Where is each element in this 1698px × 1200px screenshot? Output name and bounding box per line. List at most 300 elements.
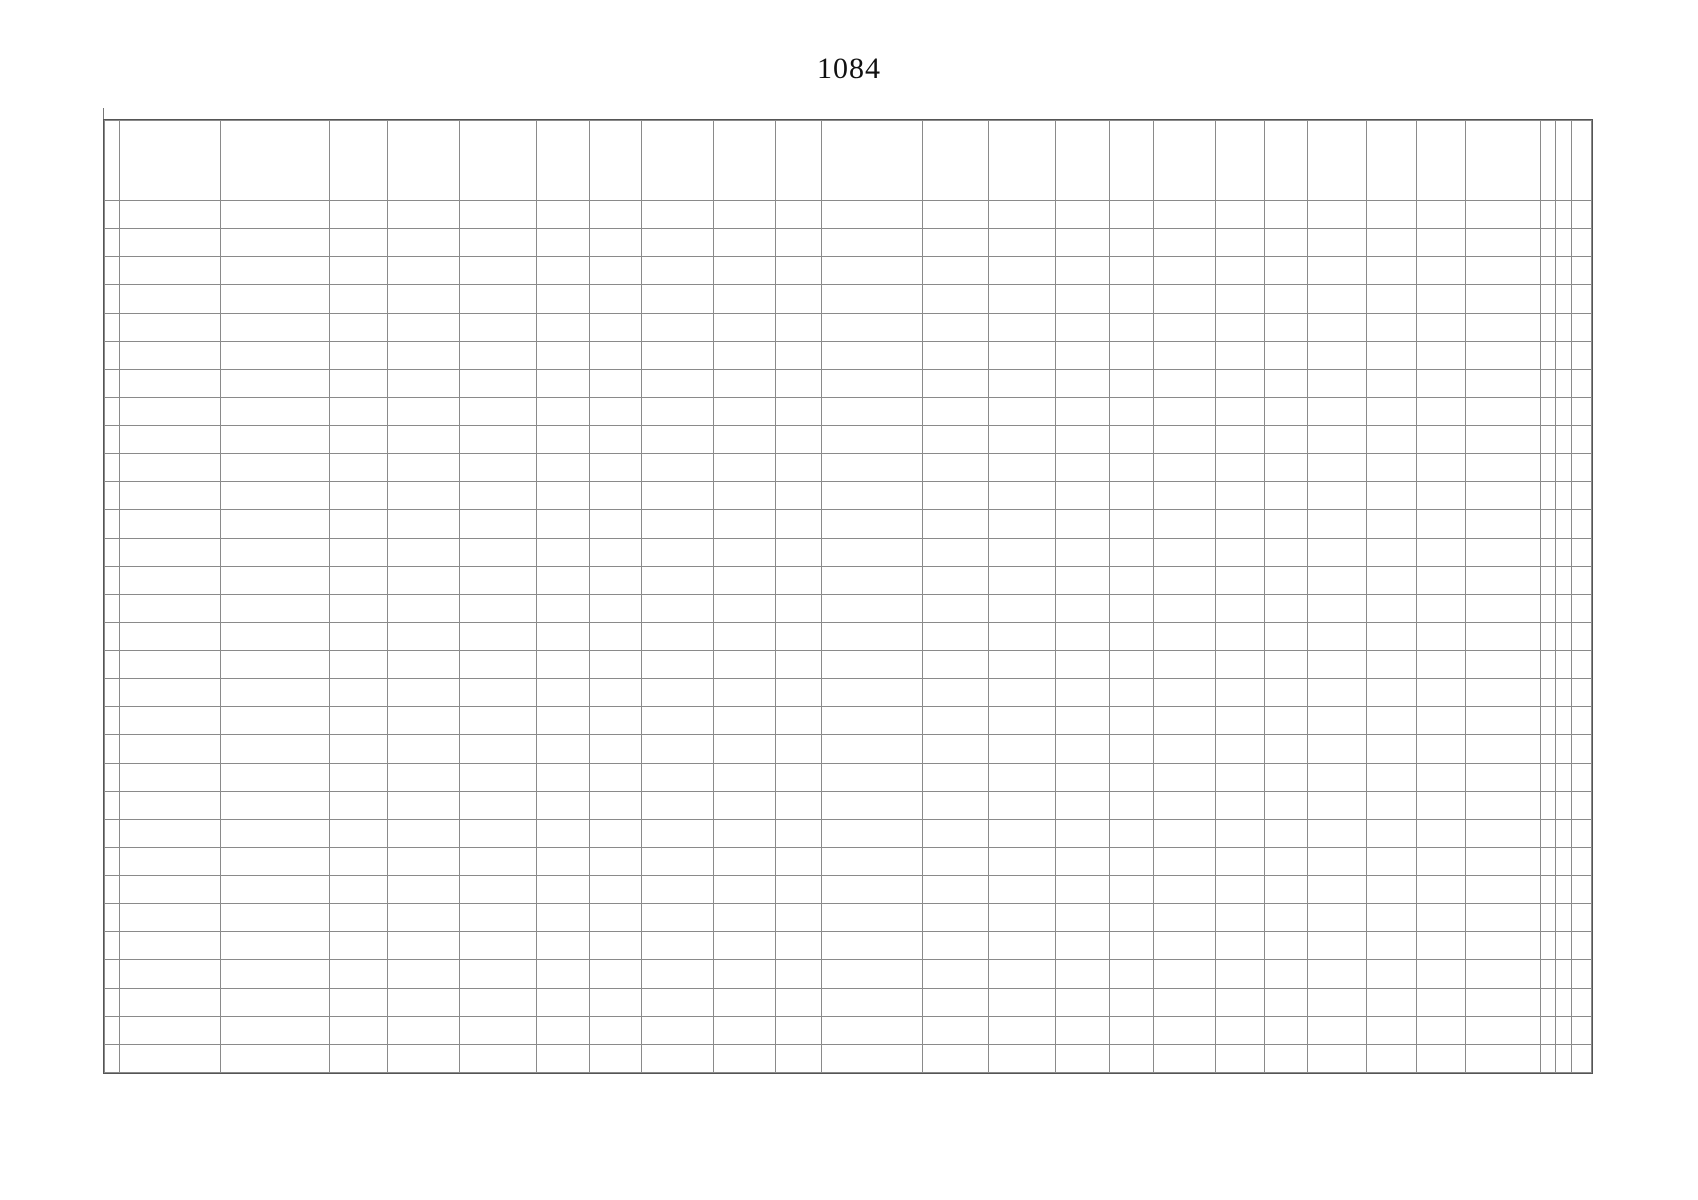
table-cell bbox=[1265, 482, 1308, 510]
table-cell bbox=[537, 257, 590, 285]
table-cell bbox=[589, 454, 642, 482]
table-cell bbox=[775, 313, 821, 341]
table-cell bbox=[1416, 679, 1466, 707]
table-cell bbox=[642, 229, 713, 257]
table-cell bbox=[1153, 876, 1215, 904]
table-cell bbox=[775, 847, 821, 875]
table-cell bbox=[1466, 426, 1540, 454]
table-cell bbox=[221, 201, 329, 229]
table-cell bbox=[1571, 1044, 1591, 1072]
table-cell bbox=[120, 426, 221, 454]
table-cell bbox=[1110, 1016, 1153, 1044]
column-header bbox=[120, 121, 221, 201]
table-row bbox=[105, 904, 1592, 932]
table-cell bbox=[1540, 791, 1555, 819]
table-cell bbox=[221, 229, 329, 257]
column-header bbox=[989, 121, 1056, 201]
table-cell bbox=[1308, 369, 1367, 397]
table-cell bbox=[388, 847, 459, 875]
table-cell bbox=[1215, 847, 1265, 875]
table-cell bbox=[1556, 426, 1571, 454]
table-cell bbox=[922, 622, 989, 650]
table-cell bbox=[713, 257, 775, 285]
table-cell bbox=[989, 622, 1056, 650]
table-cell bbox=[120, 735, 221, 763]
table-cell bbox=[537, 482, 590, 510]
table-cell bbox=[922, 510, 989, 538]
table-cell bbox=[537, 510, 590, 538]
table-cell bbox=[1110, 229, 1153, 257]
table-cell bbox=[1110, 876, 1153, 904]
table-cell bbox=[459, 904, 536, 932]
table-cell bbox=[105, 313, 120, 341]
table-cell bbox=[1265, 791, 1308, 819]
table-cell bbox=[1367, 847, 1417, 875]
table-row bbox=[105, 285, 1592, 313]
table-cell bbox=[459, 988, 536, 1016]
table-cell bbox=[642, 847, 713, 875]
table-cell bbox=[1056, 454, 1110, 482]
table-cell bbox=[589, 932, 642, 960]
table-cell bbox=[1367, 313, 1417, 341]
table-cell bbox=[221, 960, 329, 988]
table-cell bbox=[1571, 679, 1591, 707]
table-row bbox=[105, 960, 1592, 988]
table-cell bbox=[459, 791, 536, 819]
table-cell bbox=[1265, 622, 1308, 650]
table-cell bbox=[1110, 594, 1153, 622]
table-cell bbox=[1215, 1016, 1265, 1044]
table-cell bbox=[642, 988, 713, 1016]
table-cell bbox=[1215, 763, 1265, 791]
table-cell bbox=[1416, 1044, 1466, 1072]
table-cell bbox=[1466, 651, 1540, 679]
table-cell bbox=[1540, 679, 1555, 707]
table-cell bbox=[105, 397, 120, 425]
table-cell bbox=[1215, 397, 1265, 425]
table-cell bbox=[1556, 482, 1571, 510]
table-cell bbox=[1308, 538, 1367, 566]
table-cell bbox=[388, 932, 459, 960]
table-cell bbox=[822, 369, 923, 397]
table-cell bbox=[713, 482, 775, 510]
table-cell bbox=[1367, 426, 1417, 454]
table-cell bbox=[120, 566, 221, 594]
table-cell bbox=[329, 454, 388, 482]
column-header bbox=[1466, 121, 1540, 201]
table-cell bbox=[1466, 257, 1540, 285]
table-cell bbox=[589, 819, 642, 847]
table-cell bbox=[1416, 341, 1466, 369]
table-cell bbox=[1556, 538, 1571, 566]
table-cell bbox=[1265, 201, 1308, 229]
table-cell bbox=[922, 876, 989, 904]
table-row bbox=[105, 847, 1592, 875]
table-cell bbox=[1540, 1044, 1555, 1072]
table-cell bbox=[1110, 988, 1153, 1016]
table-cell bbox=[589, 791, 642, 819]
table-cell bbox=[1265, 510, 1308, 538]
table-cell bbox=[822, 763, 923, 791]
table-cell bbox=[1540, 510, 1555, 538]
table-cell bbox=[989, 651, 1056, 679]
column-header bbox=[1153, 121, 1215, 201]
table-cell bbox=[459, 566, 536, 594]
table-cell bbox=[329, 397, 388, 425]
table-cell bbox=[388, 454, 459, 482]
table-cell bbox=[1571, 763, 1591, 791]
table-cell bbox=[459, 932, 536, 960]
table-cell bbox=[1540, 341, 1555, 369]
table-cell bbox=[1153, 960, 1215, 988]
table-cell bbox=[1466, 229, 1540, 257]
table-cell bbox=[120, 454, 221, 482]
table-cell bbox=[105, 341, 120, 369]
table-cell bbox=[822, 510, 923, 538]
table-cell bbox=[1571, 904, 1591, 932]
table-cell bbox=[1416, 651, 1466, 679]
table-cell bbox=[120, 397, 221, 425]
table-cell bbox=[713, 566, 775, 594]
table-cell bbox=[1308, 847, 1367, 875]
table-cell bbox=[105, 932, 120, 960]
table-cell bbox=[1416, 1016, 1466, 1044]
table-cell bbox=[822, 285, 923, 313]
table-cell bbox=[822, 679, 923, 707]
table-cell bbox=[713, 763, 775, 791]
table-cell bbox=[775, 426, 821, 454]
table-header bbox=[105, 121, 1592, 201]
table-cell bbox=[388, 201, 459, 229]
table-cell bbox=[1466, 960, 1540, 988]
table-cell bbox=[537, 285, 590, 313]
table-cell bbox=[1056, 763, 1110, 791]
table-cell bbox=[1215, 482, 1265, 510]
table-row bbox=[105, 426, 1592, 454]
table-cell bbox=[388, 482, 459, 510]
table-cell bbox=[1153, 622, 1215, 650]
table-cell bbox=[1056, 932, 1110, 960]
table-cell bbox=[713, 426, 775, 454]
table-cell bbox=[589, 960, 642, 988]
table-cell bbox=[589, 679, 642, 707]
table-cell bbox=[1571, 538, 1591, 566]
table-cell bbox=[120, 369, 221, 397]
table-cell bbox=[1308, 679, 1367, 707]
table-cell bbox=[1466, 510, 1540, 538]
table-cell bbox=[1416, 229, 1466, 257]
table-cell bbox=[1367, 791, 1417, 819]
table-cell bbox=[1416, 622, 1466, 650]
table-cell bbox=[388, 538, 459, 566]
table-cell bbox=[822, 313, 923, 341]
column-header bbox=[1540, 121, 1555, 201]
table-cell bbox=[1571, 566, 1591, 594]
table-cell bbox=[775, 622, 821, 650]
table-cell bbox=[589, 707, 642, 735]
column-header bbox=[922, 121, 989, 201]
table-cell bbox=[329, 679, 388, 707]
table-cell bbox=[1571, 594, 1591, 622]
table-cell bbox=[1110, 932, 1153, 960]
table-cell bbox=[1153, 707, 1215, 735]
table-cell bbox=[922, 679, 989, 707]
table-cell bbox=[1466, 679, 1540, 707]
table-cell bbox=[1308, 285, 1367, 313]
table-cell bbox=[329, 594, 388, 622]
table-cell bbox=[1308, 819, 1367, 847]
table-cell bbox=[105, 1044, 120, 1072]
table-cell bbox=[642, 735, 713, 763]
table-cell bbox=[1110, 960, 1153, 988]
table-cell bbox=[1056, 791, 1110, 819]
table-cell bbox=[989, 707, 1056, 735]
table-cell bbox=[1153, 819, 1215, 847]
table-cell bbox=[822, 819, 923, 847]
table-cell bbox=[329, 510, 388, 538]
table-cell bbox=[459, 960, 536, 988]
table-cell bbox=[537, 622, 590, 650]
column-header bbox=[775, 121, 821, 201]
table-cell bbox=[1308, 426, 1367, 454]
table-cell bbox=[1110, 847, 1153, 875]
table-cell bbox=[1540, 426, 1555, 454]
table-cell bbox=[822, 538, 923, 566]
table-cell bbox=[1367, 538, 1417, 566]
table-cell bbox=[221, 904, 329, 932]
table-cell bbox=[1416, 257, 1466, 285]
table-cell bbox=[388, 257, 459, 285]
table-cell bbox=[537, 454, 590, 482]
table-cell bbox=[775, 482, 821, 510]
table-cell bbox=[459, 454, 536, 482]
table-cell bbox=[989, 566, 1056, 594]
table-cell bbox=[221, 482, 329, 510]
table-cell bbox=[388, 763, 459, 791]
table-cell bbox=[1540, 904, 1555, 932]
table-cell bbox=[1215, 707, 1265, 735]
table-cell bbox=[459, 313, 536, 341]
table-cell bbox=[1466, 538, 1540, 566]
table-cell bbox=[105, 651, 120, 679]
table-cell bbox=[1056, 538, 1110, 566]
table-cell bbox=[1265, 679, 1308, 707]
table-cell bbox=[105, 876, 120, 904]
table-cell bbox=[822, 397, 923, 425]
table-cell bbox=[329, 622, 388, 650]
table-cell bbox=[1556, 510, 1571, 538]
table-cell bbox=[1571, 988, 1591, 1016]
table-cell bbox=[1215, 819, 1265, 847]
table-cell bbox=[1367, 454, 1417, 482]
table-cell bbox=[1308, 454, 1367, 482]
table-cell bbox=[120, 313, 221, 341]
table-cell bbox=[388, 876, 459, 904]
table-cell bbox=[221, 679, 329, 707]
table-cell bbox=[537, 426, 590, 454]
table-cell bbox=[1540, 397, 1555, 425]
table-cell bbox=[1466, 594, 1540, 622]
table-cell bbox=[713, 1044, 775, 1072]
table-cell bbox=[1416, 538, 1466, 566]
table-cell bbox=[221, 988, 329, 1016]
table-cell bbox=[1056, 566, 1110, 594]
table-cell bbox=[120, 201, 221, 229]
table-cell bbox=[922, 285, 989, 313]
table-cell bbox=[329, 847, 388, 875]
table-cell bbox=[642, 651, 713, 679]
table-cell bbox=[1153, 847, 1215, 875]
table-cell bbox=[713, 932, 775, 960]
table-cell bbox=[1416, 454, 1466, 482]
table-cell bbox=[120, 876, 221, 904]
table-cell bbox=[1367, 566, 1417, 594]
table-cell bbox=[1308, 201, 1367, 229]
table-cell bbox=[1153, 426, 1215, 454]
table-cell bbox=[1153, 566, 1215, 594]
table-cell bbox=[120, 285, 221, 313]
table-cell bbox=[713, 313, 775, 341]
table-cell bbox=[1153, 1016, 1215, 1044]
table-cell bbox=[1153, 313, 1215, 341]
table-row bbox=[105, 679, 1592, 707]
table-cell bbox=[329, 341, 388, 369]
column-header bbox=[459, 121, 536, 201]
table-cell bbox=[120, 538, 221, 566]
table-cell bbox=[329, 960, 388, 988]
table-cell bbox=[388, 426, 459, 454]
table-cell bbox=[1265, 369, 1308, 397]
table-cell bbox=[221, 566, 329, 594]
table-cell bbox=[989, 369, 1056, 397]
table-cell bbox=[922, 229, 989, 257]
table-cell bbox=[989, 341, 1056, 369]
table-cell bbox=[642, 763, 713, 791]
table-cell bbox=[329, 876, 388, 904]
table-cell bbox=[713, 847, 775, 875]
table-cell bbox=[1466, 369, 1540, 397]
table-cell bbox=[1466, 285, 1540, 313]
table-cell bbox=[1416, 482, 1466, 510]
table-cell bbox=[537, 707, 590, 735]
table-cell bbox=[1367, 1044, 1417, 1072]
table-cell bbox=[822, 707, 923, 735]
table-cell bbox=[1265, 735, 1308, 763]
table-cell bbox=[105, 819, 120, 847]
table-cell bbox=[1308, 313, 1367, 341]
table-cell bbox=[105, 1016, 120, 1044]
table-cell bbox=[642, 1044, 713, 1072]
table-cell bbox=[1153, 369, 1215, 397]
table-cell bbox=[1153, 201, 1215, 229]
table-cell bbox=[1308, 988, 1367, 1016]
table-cell bbox=[1540, 876, 1555, 904]
table-cell bbox=[1308, 594, 1367, 622]
table-cell bbox=[105, 426, 120, 454]
table-cell bbox=[1110, 679, 1153, 707]
table-cell bbox=[1265, 454, 1308, 482]
table-cell bbox=[922, 1016, 989, 1044]
table-cell bbox=[537, 763, 590, 791]
column-header bbox=[713, 121, 775, 201]
table-cell bbox=[713, 229, 775, 257]
table-cell bbox=[459, 510, 536, 538]
table-cell bbox=[922, 735, 989, 763]
table-cell bbox=[1308, 397, 1367, 425]
table-cell bbox=[329, 735, 388, 763]
table-cell bbox=[922, 201, 989, 229]
table-cell bbox=[1265, 763, 1308, 791]
table-cell bbox=[1056, 876, 1110, 904]
table-cell bbox=[1367, 988, 1417, 1016]
table-cell bbox=[1466, 819, 1540, 847]
table-cell bbox=[1215, 791, 1265, 819]
table-cell bbox=[537, 566, 590, 594]
table-cell bbox=[329, 369, 388, 397]
table-cell bbox=[221, 932, 329, 960]
table-cell bbox=[105, 735, 120, 763]
table-cell bbox=[1056, 1016, 1110, 1044]
table-cell bbox=[922, 904, 989, 932]
table-cell bbox=[822, 651, 923, 679]
table-cell bbox=[1367, 341, 1417, 369]
table-cell bbox=[1215, 426, 1265, 454]
table-cell bbox=[120, 510, 221, 538]
table-cell bbox=[120, 904, 221, 932]
table-cell bbox=[329, 482, 388, 510]
table-cell bbox=[1265, 1016, 1308, 1044]
table-cell bbox=[589, 876, 642, 904]
table-cell bbox=[1571, 426, 1591, 454]
table-cell bbox=[589, 622, 642, 650]
table-cell bbox=[1571, 932, 1591, 960]
table-cell bbox=[1153, 1044, 1215, 1072]
table-cell bbox=[589, 904, 642, 932]
table-cell bbox=[388, 510, 459, 538]
table-cell bbox=[989, 791, 1056, 819]
table-cell bbox=[775, 819, 821, 847]
table-cell bbox=[989, 510, 1056, 538]
table-cell bbox=[388, 707, 459, 735]
table-cell bbox=[221, 454, 329, 482]
table-cell bbox=[1556, 847, 1571, 875]
table-cell bbox=[775, 257, 821, 285]
table-cell bbox=[589, 988, 642, 1016]
table-cell bbox=[1215, 932, 1265, 960]
table-cell bbox=[1540, 960, 1555, 988]
table-cell bbox=[642, 566, 713, 594]
registry-table-container bbox=[103, 119, 1593, 1074]
table-cell bbox=[1466, 735, 1540, 763]
table-cell bbox=[1540, 313, 1555, 341]
table-cell bbox=[1556, 454, 1571, 482]
table-cell bbox=[1416, 988, 1466, 1016]
table-cell bbox=[1466, 847, 1540, 875]
table-cell bbox=[1540, 988, 1555, 1016]
table-cell bbox=[1110, 482, 1153, 510]
table-cell bbox=[1153, 904, 1215, 932]
table-cell bbox=[221, 426, 329, 454]
table-cell bbox=[1571, 229, 1591, 257]
table-cell bbox=[642, 397, 713, 425]
table-cell bbox=[922, 932, 989, 960]
table-row bbox=[105, 510, 1592, 538]
table-cell bbox=[1466, 622, 1540, 650]
table-row bbox=[105, 257, 1592, 285]
table-cell bbox=[822, 904, 923, 932]
table-cell bbox=[388, 819, 459, 847]
table-cell bbox=[922, 426, 989, 454]
